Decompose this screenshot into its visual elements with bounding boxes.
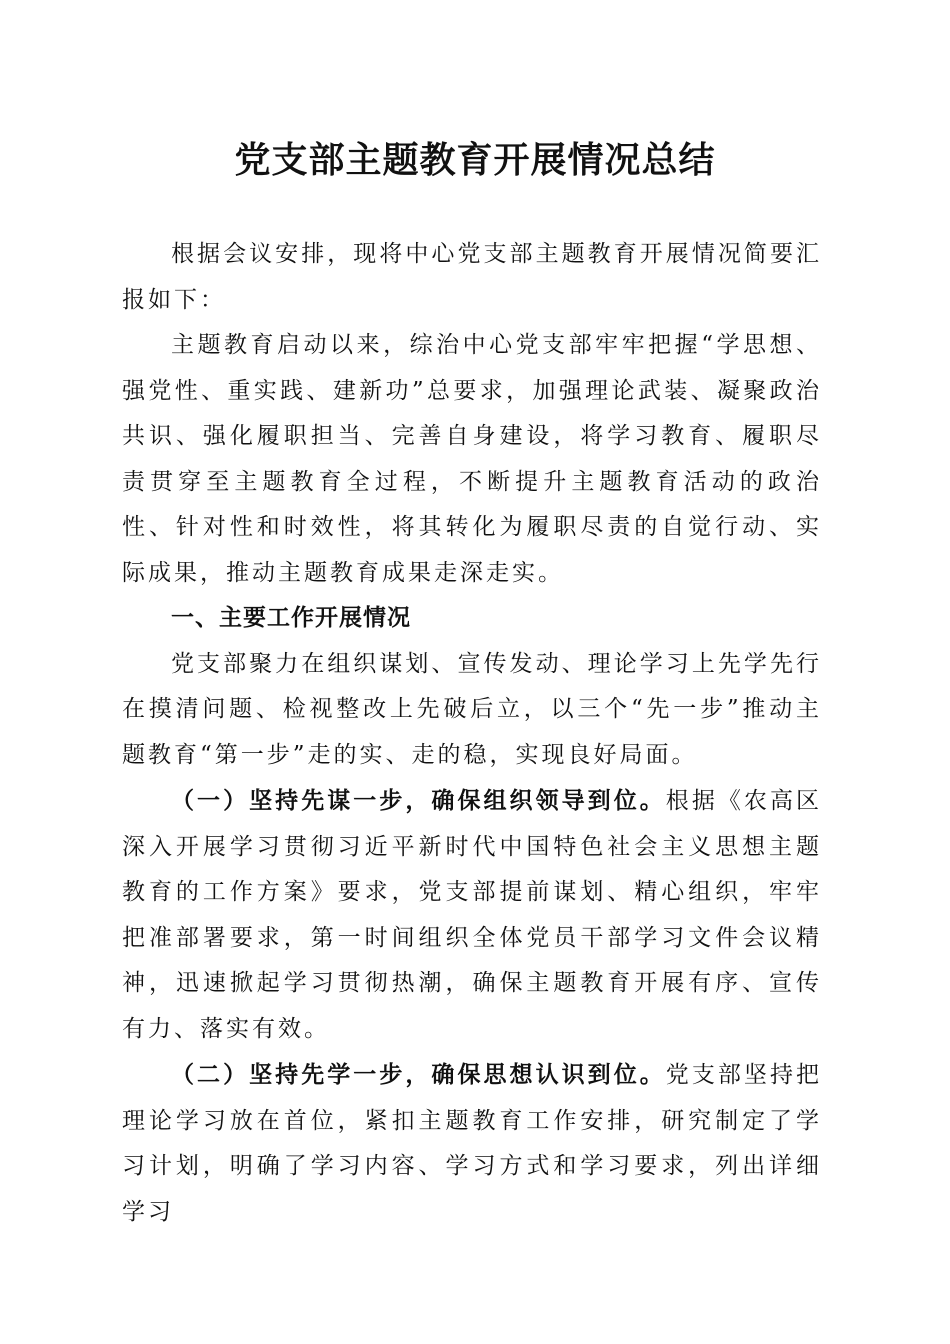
- item-2-text: 党支部坚持把理论学习放在首位，紧扣主题教育工作安排，研究制定了学习计划，明确了学习内容、学习方式和学习要求，列出详细学习: [122, 1062, 823, 1225]
- item-1-lead: （一）坚持先谋一步，确保组织领导到位。: [171, 787, 666, 814]
- intro-paragraph: 根据会议安排，现将中心党支部主题教育开展情况简要汇报如下：: [122, 241, 822, 313]
- section-heading: 一、主要工作开展情况: [171, 605, 411, 631]
- item-2-paragraph: [122, 1052, 822, 1235]
- document-body: [122, 232, 822, 1235]
- section-summary-paragraph: 党支部聚力在组织谋划、宣传发动、理论学习上先学先行在摸清问题、检视整改上先破后立，以三个“先一步”推动主题教育“第一步”走的实、走的稳，实现良好局面。: [122, 650, 822, 768]
- item-2-lead: （二）坚持先学一步，确保思想认识到位。: [171, 1061, 666, 1088]
- document-title: 党支部主题教育开展情况总结: [234, 139, 716, 181]
- item-1-paragraph: [122, 778, 822, 1052]
- item-1-text: 根据《农高区深入开展学习贯彻习近平新时代中国特色社会主义思想主题教育的工作方案》要求，党支部提前谋划、精心组织，牢牢把准部署要求，第一时间组织全体党员干部学习文件会议精神，迅速掀起学习贯彻热潮，确保主题教育开展有序、宣传有力、落实有效。: [122, 788, 823, 1042]
- overview-paragraph: 主题教育启动以来，综治中心党支部牢牢把握“学思想、强党性、重实践、建新功”总要求，加强理论武装、凝聚政治共识、强化履职担当、完善自身建设，将学习教育、履职尽责贯穿至主题教育全过程，不断提升主题教育活动的政治性、针对性和时效性，将其转化为履职尽责的自觉行动、实际成果，推动主题教育成果走深走实。: [122, 332, 822, 586]
